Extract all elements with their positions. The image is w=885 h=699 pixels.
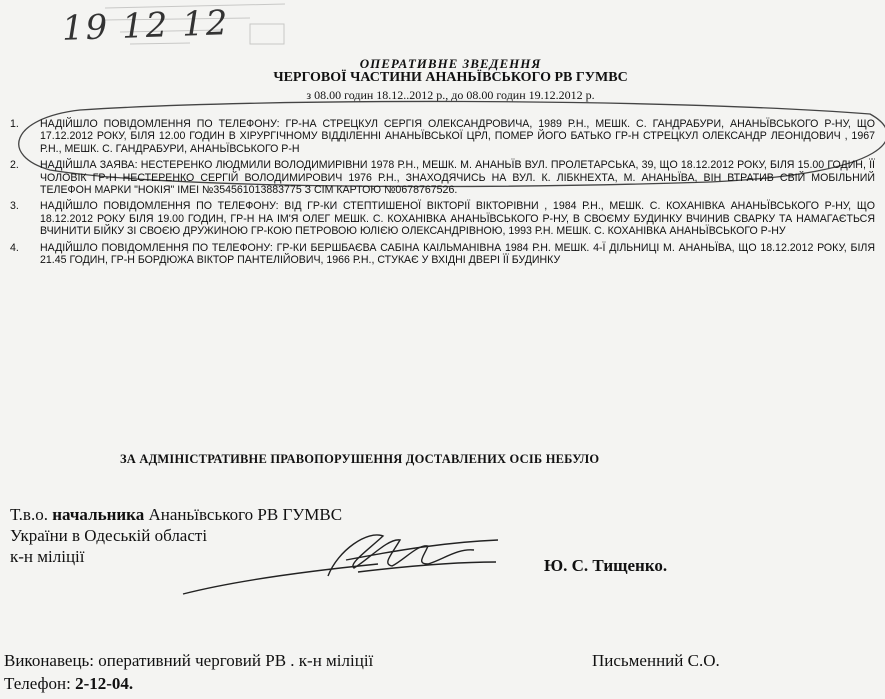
report-item bbox=[10, 200, 875, 237]
signature-line-position: Т.в.о. начальника Ананьївського РВ ГУМВС bbox=[10, 505, 343, 524]
executor-name: Письменний С.О. bbox=[592, 651, 720, 670]
report-text: НАДІЙШЛО ПОВІДОМЛЕННЯ ПО ТЕЛЕФОНУ: ГР-НА СТРЕЦКУЛ СЕРГІЯ ОЛЕКСАНДРОВИЧА, 1989 Р.Н., МЕШК. С. ГАНДРАБУРИ, АНАНЬЇВСЬКОГО Р-НУ, ЩО 17.12.2012 РОКУ, БІЛЯ 12.00 ГОДИН В ХІРУРГІЧНОМУ ВІДДІЛЕННІ АНАНЬЇВСЬКОЇ ЦРЛ, ПОМЕР ЙОГО БАТЬКО ГР-Н СТРЕЦКУЛ ОЛЕКСАНДР ЛЕОНІДОВИЧ , 1967 Р.Н., МЕШК. С. ГАНДРАБУРИ, АНАНЬЇВСЬКОГО Р-Н bbox=[40, 118, 875, 155]
report-item bbox=[10, 242, 875, 267]
handwritten-signature bbox=[178, 520, 508, 600]
report-number: 3. bbox=[10, 200, 19, 213]
report-text: НАДІЙШЛО ПОВІДОМЛЕННЯ ПО ТЕЛЕФОНУ: ГР-КИ БЕРШБАЄВА САБІНА КАІЛЬМАНІВНА 1984 Р.Н. МЕШК. 4-Ї ДІЛЬНИЦІ М. АНАНЬЇВА, ЩО 18.12.2012 РОКУ, БІЛЯ 21.45 ГОДИН, ГР-Н БОРДЮЖА ВІКТОР ПАНТЕЛІЙОВИЧ, 1966 Р.Н., СТУКАЄ У ВХІДНІ ДВЕРІ ЇЇ БУДИНКУ bbox=[40, 241, 875, 267]
report-period: з 08.00 годин 18.12..2012 р., до 08.00 годин 19.12.2012 р. bbox=[306, 88, 595, 102]
reports-list bbox=[10, 118, 875, 270]
executor-label: Виконавець: оперативний черговий РВ . к-н міліції bbox=[4, 651, 374, 670]
report-number: 2. bbox=[10, 159, 19, 172]
phone-line bbox=[4, 674, 133, 694]
document-title: ОПЕРАТИВНЕ ЗВЕДЕННЯ bbox=[359, 56, 542, 71]
signature-line-region: України в Одеській області bbox=[10, 526, 208, 545]
phone-label: Телефон: bbox=[4, 674, 71, 693]
report-text: НАДІЙШЛА ЗАЯВА: НЕСТЕРЕНКО ЛЮДМИЛИ ВОЛОДИМИРІВНИ 1978 Р.Н., МЕШК. М. АНАНЬЇВ ВУЛ. ПРОЛЕТАРСЬКА, 39, ЩО 18.12.2012 РОКУ, БІЛЯ 15.00 ГОДИН, ЇЇ ЧОЛОВІК ГР-Н НЕСТЕРЕНКО СЕРГІЙ ВОЛОДИМИРОВИЧ 1976 Р.Н., ЗНАХОДЯЧИСЬ НА ВУЛ. К. ЛІБКНЕХТА, М. АНАНЬЇВА, ВІН ВТРАТИВ СВІЙ МОБІЛЬНИЙ ТЕЛЕФОН МАРКИ "НОКІЯ" ІМЕІ №354561013883775 З СІМ КАРТОЮ №0678767526. bbox=[40, 159, 875, 197]
signature-line-rank: к-н міліції bbox=[10, 547, 85, 566]
no-detained-statement: ЗА АДМІНІСТРАТИВНЕ ПРАВОПОРУШЕННЯ ДОСТАВЛЕНИХ ОСІБ НЕБУЛО bbox=[120, 452, 600, 466]
report-item bbox=[10, 159, 875, 196]
report-item bbox=[10, 118, 875, 155]
report-number: 4. bbox=[10, 241, 19, 254]
handwritten-date: 19 12 12 bbox=[61, 3, 231, 49]
document-subtitle: ЧЕРГОВОЇ ЧАСТИНИ АНАНЬЇВСЬКОГО РВ ГУМВС bbox=[273, 70, 628, 85]
signer-name: Ю. С. Тищенко. bbox=[544, 556, 668, 575]
phone-number: 2-12-04. bbox=[75, 674, 134, 693]
report-number: 1. bbox=[10, 118, 19, 130]
report-text: НАДІЙШЛО ПОВІДОМЛЕННЯ ПО ТЕЛЕФОНУ: ВІД ГР-КИ СТЕПТИШЕНОЇ ВІКТОРІЇ ВІКТОРІВНИ , 1984 Р.Н., МЕШК. С. КОХАНІВКА АНАНЬЇВСЬКОГО Р-НУ, ЩО 18.12.2012 РОКУ БІЛЯ 19.00 ГОДИН, ГР-Н НА ІМ'Я ОЛЕГ МЕШК. С. КОХАНІВКА АНАНЬЇВСЬКОГО Р-НУ, В СВОЄМУ БУДИНКУ ВЧИНИВ СВАРКУ ТА НАМАГАЄТЬСЯ ВЧИНИТИ БІЙКУ ЗІ СВОЄЮ ДРУЖИНОЮ ГР-КОЮ ПЕТРОВОЮ ЮЛІЄЮ ОЛЕКСАНДРІВНОЮ, 1993 Р.Н. МЕШК. С. КОХАНІВКА АНАНЬЇВСЬКОГО Р-НУ bbox=[40, 200, 875, 238]
